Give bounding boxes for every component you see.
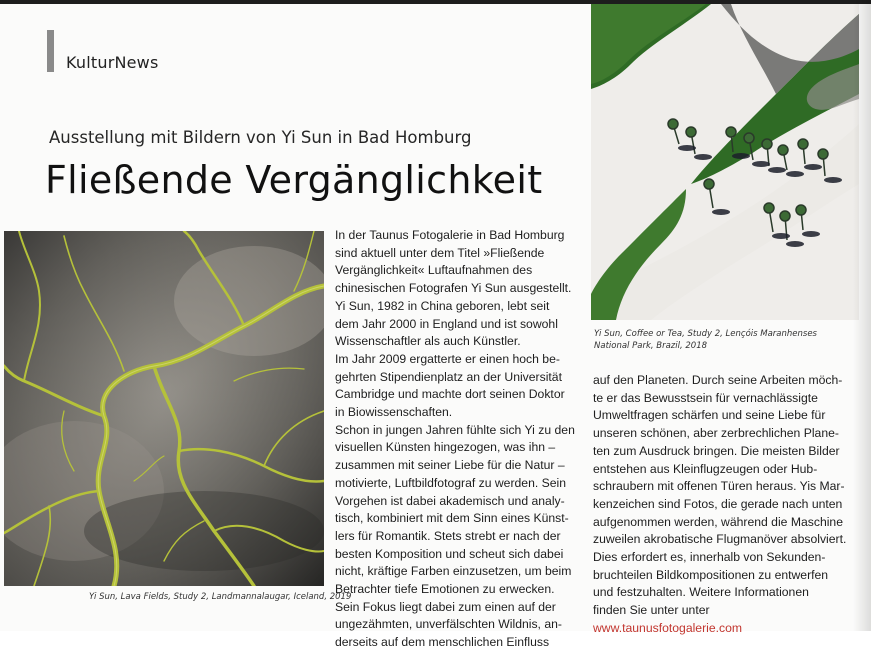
body-line: lers für Romantik. Stets strebt er nach der: [335, 528, 561, 543]
body-line: ten zum Ausdruck bringen. Die meisten Bilder: [593, 443, 840, 458]
caption-line: Yi Sun, Coffee or Tea, Study 2, Lençóis Maranhenses: [594, 329, 817, 339]
body-line: dem Jahr 2000 in England und ist sowohl: [335, 316, 558, 331]
body-line: Vergänglichkeit« Luftaufnahmen des: [335, 263, 533, 278]
body-line: In der Taunus Fotogalerie in Bad Homburg: [335, 228, 565, 242]
body-line: in Biowissenschaften.: [335, 405, 453, 420]
body-line: Im Jahr 2009 ergatterte er einen hoch be-: [335, 351, 560, 366]
gallery-website-link[interactable]: www.taunusfotogalerie.com: [593, 620, 743, 635]
body-line: Umweltfragen schärfen und seine Liebe für: [593, 408, 826, 423]
body-line: bruchteilen Bildkompositionen zu entwerfen: [593, 567, 829, 582]
body-line: auf den Planeten. Durch seine Arbeiten möch-: [593, 373, 843, 387]
body-line: ungezähmten, unverfälschten Wildnis, an-: [335, 617, 562, 632]
article-subtitle: Ausstellung mit Bildern von Yi Sun in Bad Homburg: [49, 128, 472, 147]
page-gutter-shadow: [853, 0, 871, 631]
section-marker-bar: [47, 30, 54, 72]
body-line: Dies erfordert es, innerhalb von Sekunden-: [593, 550, 826, 565]
body-line: tisch, kombiniert mit dem Sinn eines Künst-: [335, 511, 569, 526]
body-line: derseits auf dem menschlichen Einfluss: [335, 635, 550, 650]
body-line: Yi Sun, 1982 in China geboren, lebt seit: [335, 298, 550, 313]
body-line: te er das Bewusstsein für vernachlässigte: [593, 390, 818, 405]
body-text-left-column: [335, 227, 583, 652]
body-line: unseren schönen, aber zerbrechlichen Plane-: [593, 426, 839, 441]
body-line: Wissenschaftler als auch Künstler.: [335, 334, 521, 349]
body-line: Sein Fokus liegt dabei zum einen auf der: [335, 599, 556, 614]
body-text-right-column: [593, 372, 855, 638]
caption-line: National Park, Brazil, 2018: [594, 341, 708, 351]
coffee-or-tea-photo: [591, 4, 859, 320]
body-line: kenzeichen sind Fotos, die gerade nach unten: [593, 496, 843, 511]
coffee-or-tea-caption: [594, 328, 858, 352]
body-line: schraubern mit offenen Türen heraus. Yis Mar-: [593, 479, 845, 494]
body-line: und festzuhalten. Weitere Informationen: [593, 585, 809, 600]
body-line: chinesischen Fotografen Yi Sun ausgestellt.: [335, 281, 572, 296]
lava-fields-caption: Yi Sun, Lava Fields, Study 2, Landmannalaugar, Iceland, 2019: [89, 592, 352, 602]
body-line: entstehen aus Kleinflugzeugen oder Hub-: [593, 461, 818, 476]
body-line: nicht, kräftige Farben einzusetzen, um beim: [335, 564, 572, 579]
body-line: zuweilen akrobatische Flugmanöver absolviert.: [593, 532, 847, 547]
body-line: visuellen Künsten hingezogen, was ihn –: [335, 440, 556, 455]
body-line: Cambridge und machte dort seinen Doktor: [335, 387, 565, 402]
body-line: sind aktuell unter dem Titel »Fließende: [335, 245, 545, 260]
body-line: motivierte, Luftbildfotograf zu werden. Sein: [335, 475, 567, 490]
lava-fields-photo: [4, 231, 324, 586]
body-line: zusammen mit seiner Liebe für die Natur –: [335, 458, 565, 473]
body-line: gehrten Stipendienplatz an der Universität: [335, 369, 562, 384]
article-title: Fließende Vergänglichkeit: [45, 158, 543, 202]
section-label: KulturNews: [66, 53, 159, 72]
body-line: Betrachter tiefe Emotionen zu erwecken.: [335, 582, 555, 597]
body-line: Schon in jungen Jahren fühlte sich Yi zu den: [335, 422, 575, 437]
body-line: Vorgehen ist dabei akademisch und analy-: [335, 493, 565, 508]
body-line: finden Sie unter unter: [593, 603, 710, 618]
body-line: besten Komposition und scheut sich dabei: [335, 546, 564, 561]
body-line: aufgenommen werden, während die Maschine: [593, 514, 843, 529]
